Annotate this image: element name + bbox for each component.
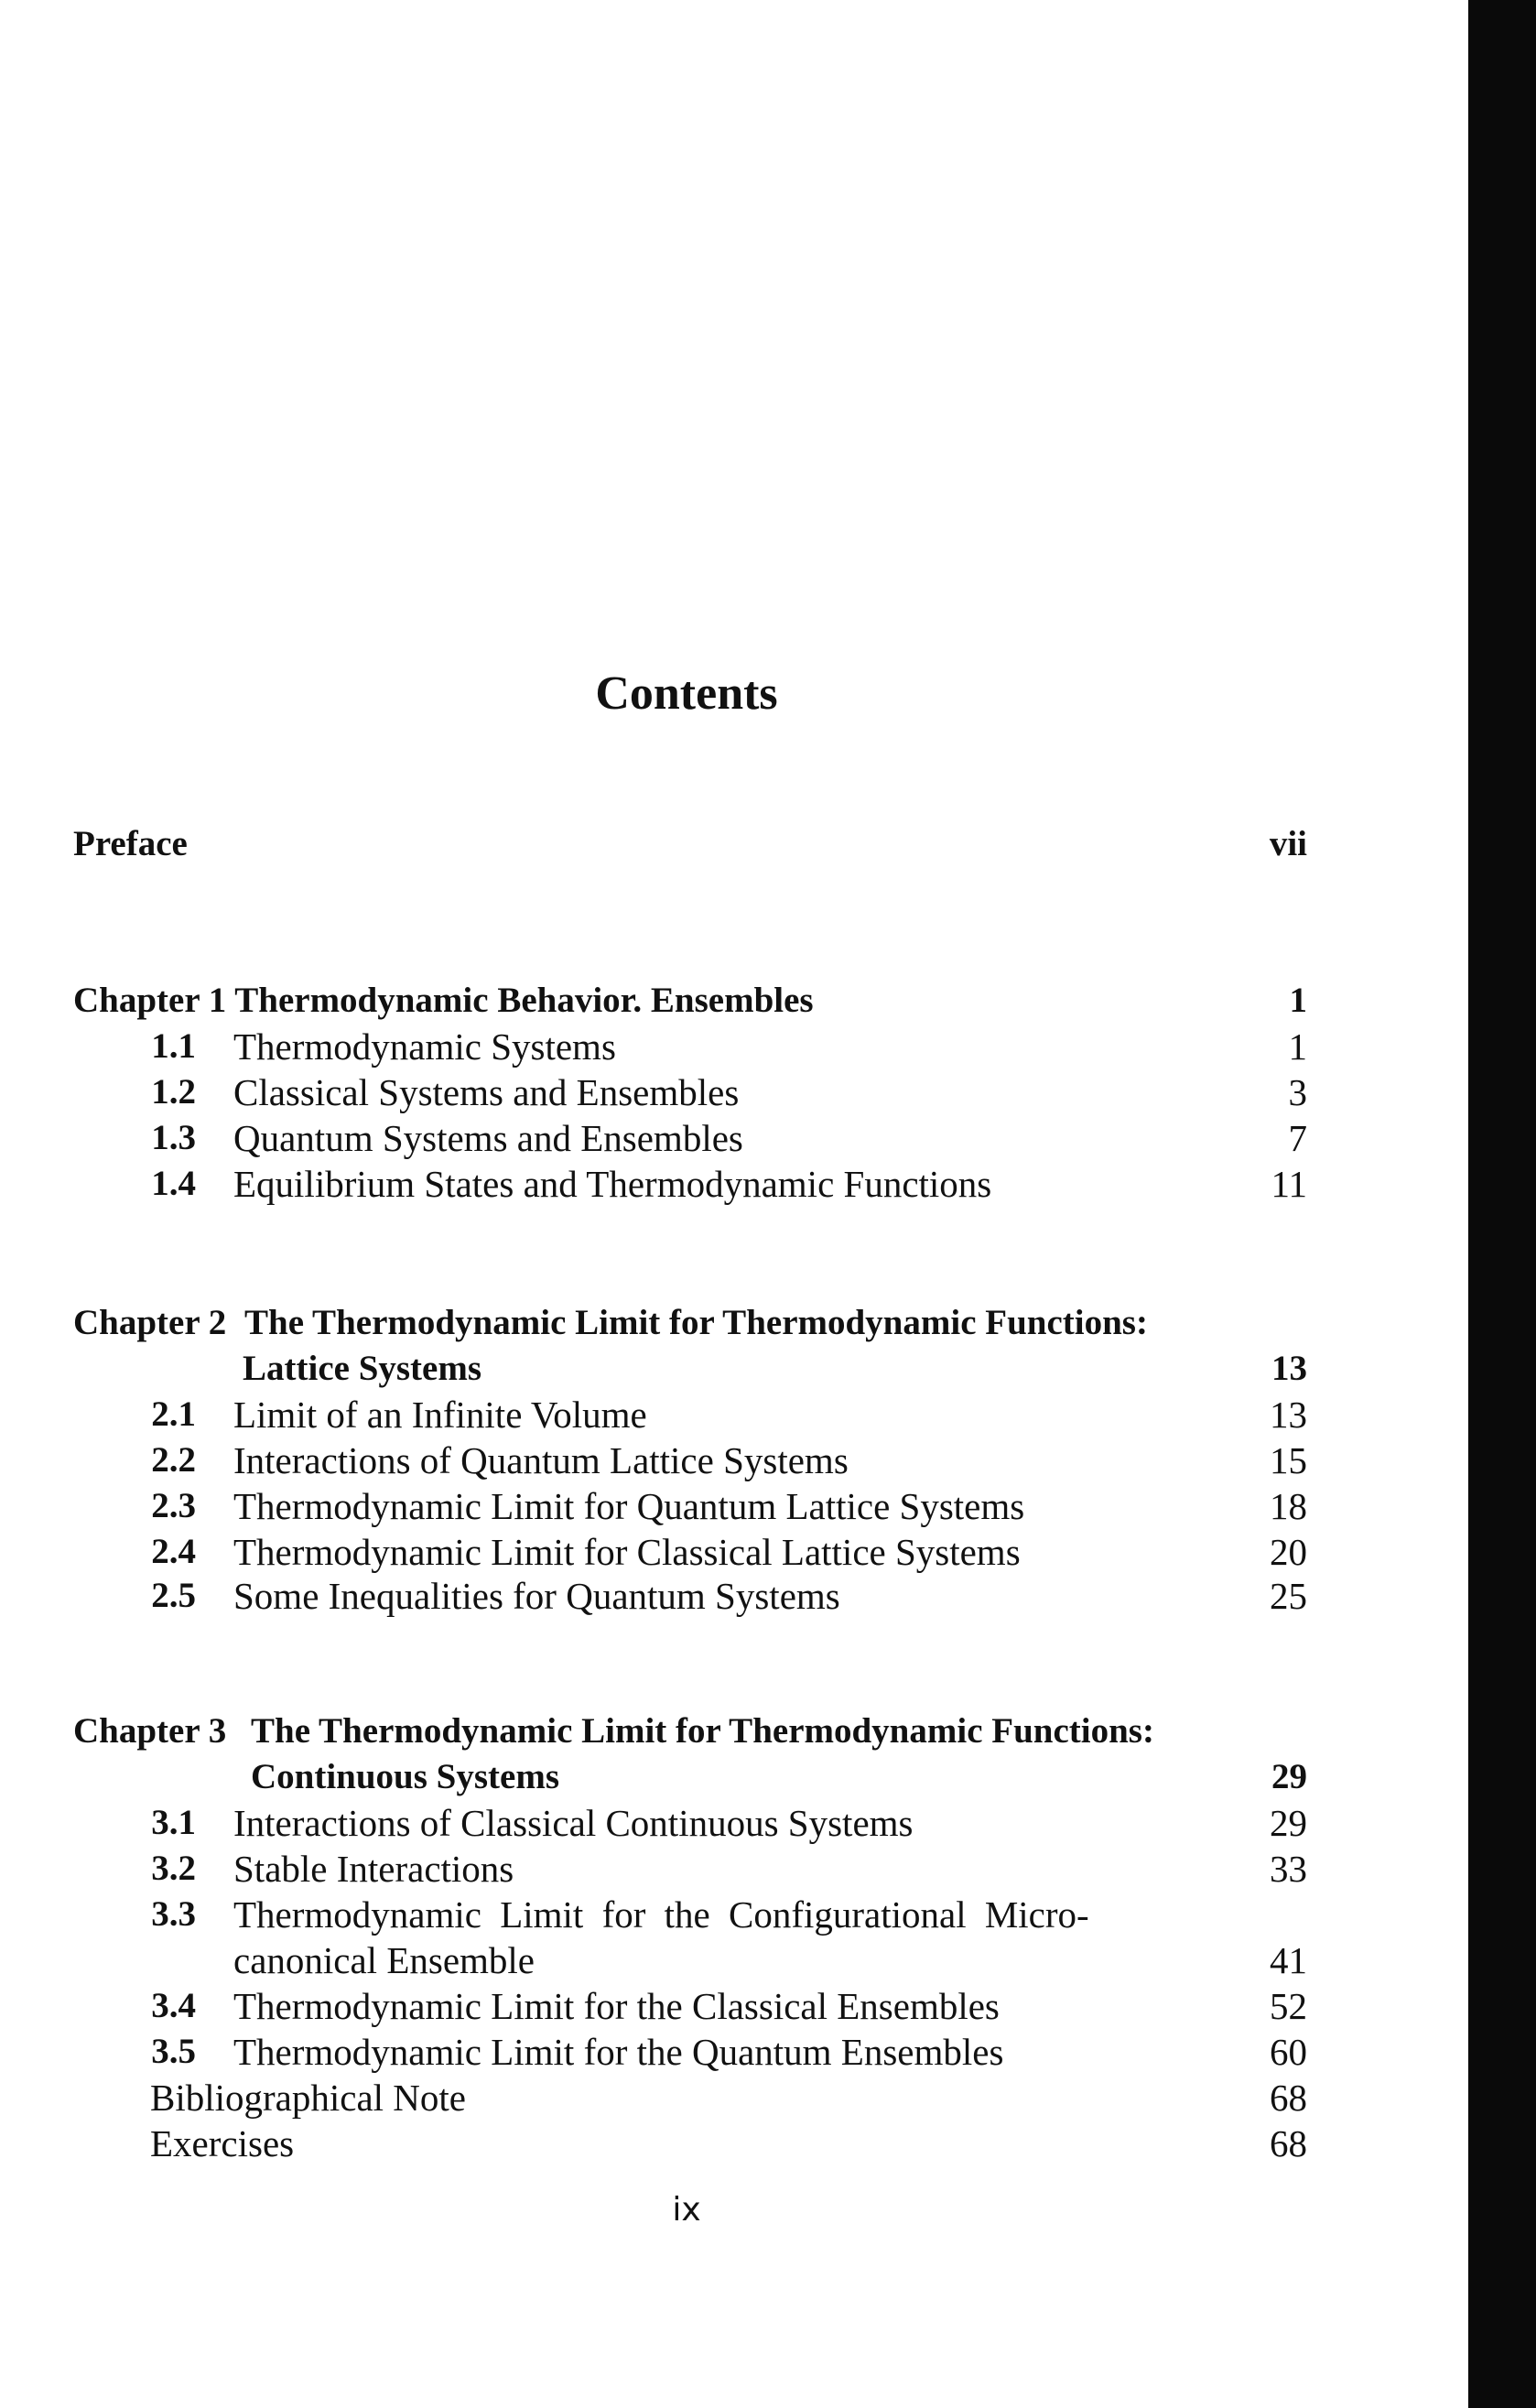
toc-section [0, 1069, 1536, 1115]
extra-page: 68 [1270, 2122, 1307, 2164]
toc-entry-preface [0, 821, 1536, 867]
section-number: 3.3 [151, 1894, 196, 1934]
section-title: Thermodynamic Limit for the Quantum Ensembles [233, 2031, 1004, 2073]
section-title: Quantum Systems and Ensembles [233, 1117, 743, 1159]
chapter-1-label: Chapter 1 Thermodynamic Behavior. Ensembles [73, 981, 814, 1020]
chapter-2-label: Chapter 2 [73, 1303, 227, 1342]
section-page: 1 [1288, 1025, 1307, 1068]
section-number: 1.1 [151, 1026, 196, 1066]
toc-section [0, 1483, 1536, 1529]
section-title: Limit of an Infinite Volume [233, 1394, 647, 1436]
toc-section [0, 1800, 1536, 1846]
section-number: 3.1 [151, 1803, 196, 1842]
chapter-2-title: The Thermodynamic Limit for Thermodynamic Functions: [244, 1303, 1148, 1342]
toc-section [0, 2029, 1536, 2075]
toc-section [0, 1437, 1536, 1483]
section-title: Thermodynamic Limit for the Classical Ensembles [233, 1985, 1000, 2027]
section-page: 41 [1270, 1939, 1307, 1981]
chapter-3-heading-cont [0, 1754, 1536, 1800]
section-number: 2.1 [151, 1394, 196, 1434]
section-title: Interactions of Classical Continuous Systems [233, 1802, 914, 1844]
section-number: 3.5 [151, 2032, 196, 2071]
section-title: Some Inequalities for Quantum Systems [233, 1575, 840, 1617]
section-page: 13 [1270, 1394, 1307, 1436]
chapter-2-heading [0, 1300, 1536, 1346]
preface-label: Preface [73, 824, 188, 863]
chapter-1-page: 1 [1289, 981, 1307, 1020]
section-number: 1.3 [151, 1118, 196, 1157]
toc-section [0, 1024, 1536, 1069]
section-number: 1.4 [151, 1164, 196, 1203]
section-page: 33 [1270, 1848, 1307, 1890]
toc-section [0, 1573, 1536, 1619]
section-page: 29 [1270, 1802, 1307, 1844]
section-page: 60 [1270, 2031, 1307, 2073]
page-number: ix [672, 2191, 701, 2229]
section-page: 15 [1270, 1439, 1307, 1481]
section-title: Thermodynamic Systems [233, 1025, 616, 1068]
toc-section [0, 1892, 1536, 1937]
extra-title: Exercises [150, 2122, 295, 2164]
section-number: 2.2 [151, 1440, 196, 1480]
section-page: 7 [1288, 1117, 1307, 1159]
toc-section [0, 1529, 1536, 1575]
toc-section [0, 1846, 1536, 1892]
section-number: 2.4 [151, 1532, 196, 1571]
preface-page: vii [1269, 824, 1307, 863]
extra-page: 68 [1270, 2077, 1307, 2119]
section-number: 1.2 [151, 1072, 196, 1112]
section-page: 11 [1271, 1163, 1307, 1205]
page-title: Contents [595, 667, 778, 720]
chapter-3-title-cont: Continuous Systems [251, 1757, 560, 1796]
section-page: 52 [1270, 1985, 1307, 2027]
section-title: Classical Systems and Ensembles [233, 1071, 740, 1113]
section-title: Thermodynamic Limit for Quantum Lattice Systems [233, 1485, 1025, 1527]
section-number: 3.2 [151, 1849, 196, 1888]
chapter-2-title-cont: Lattice Systems [243, 1349, 482, 1388]
section-title: Stable Interactions [233, 1848, 514, 1890]
section-number: 3.4 [151, 1986, 196, 2025]
toc-section [0, 1115, 1536, 1161]
section-page: 25 [1270, 1575, 1307, 1617]
chapter-3-title: The Thermodynamic Limit for Thermodynamic Functions: [251, 1711, 1154, 1751]
section-title: Thermodynamic Limit for Classical Lattice Systems [233, 1531, 1021, 1573]
section-number: 2.3 [151, 1486, 196, 1525]
section-title: Interactions of Quantum Lattice Systems [233, 1439, 849, 1481]
section-title: Thermodynamic Limit for the Configurational Micro- [233, 1893, 1089, 1936]
chapter-3-page: 29 [1271, 1757, 1307, 1796]
toc-extra [0, 2075, 1536, 2121]
section-page: 20 [1270, 1531, 1307, 1573]
section-number: 2.5 [151, 1576, 196, 1615]
section-title-cont: canonical Ensemble [233, 1939, 535, 1981]
chapter-2-page: 13 [1271, 1349, 1307, 1388]
section-page: 3 [1288, 1071, 1307, 1113]
extra-title: Bibliographical Note [150, 2077, 466, 2119]
toc-extra [0, 2121, 1536, 2166]
chapter-3-heading [0, 1708, 1536, 1754]
toc-section [0, 1983, 1536, 2029]
section-page: 18 [1270, 1485, 1307, 1527]
toc-section-cont [0, 1937, 1536, 1983]
chapter-3-label: Chapter 3 [73, 1711, 227, 1751]
toc-section [0, 1392, 1536, 1437]
toc-section [0, 1161, 1536, 1207]
chapter-2-heading-cont [0, 1346, 1536, 1392]
chapter-1-heading [0, 978, 1536, 1024]
section-title: Equilibrium States and Thermodynamic Functions [233, 1163, 992, 1205]
